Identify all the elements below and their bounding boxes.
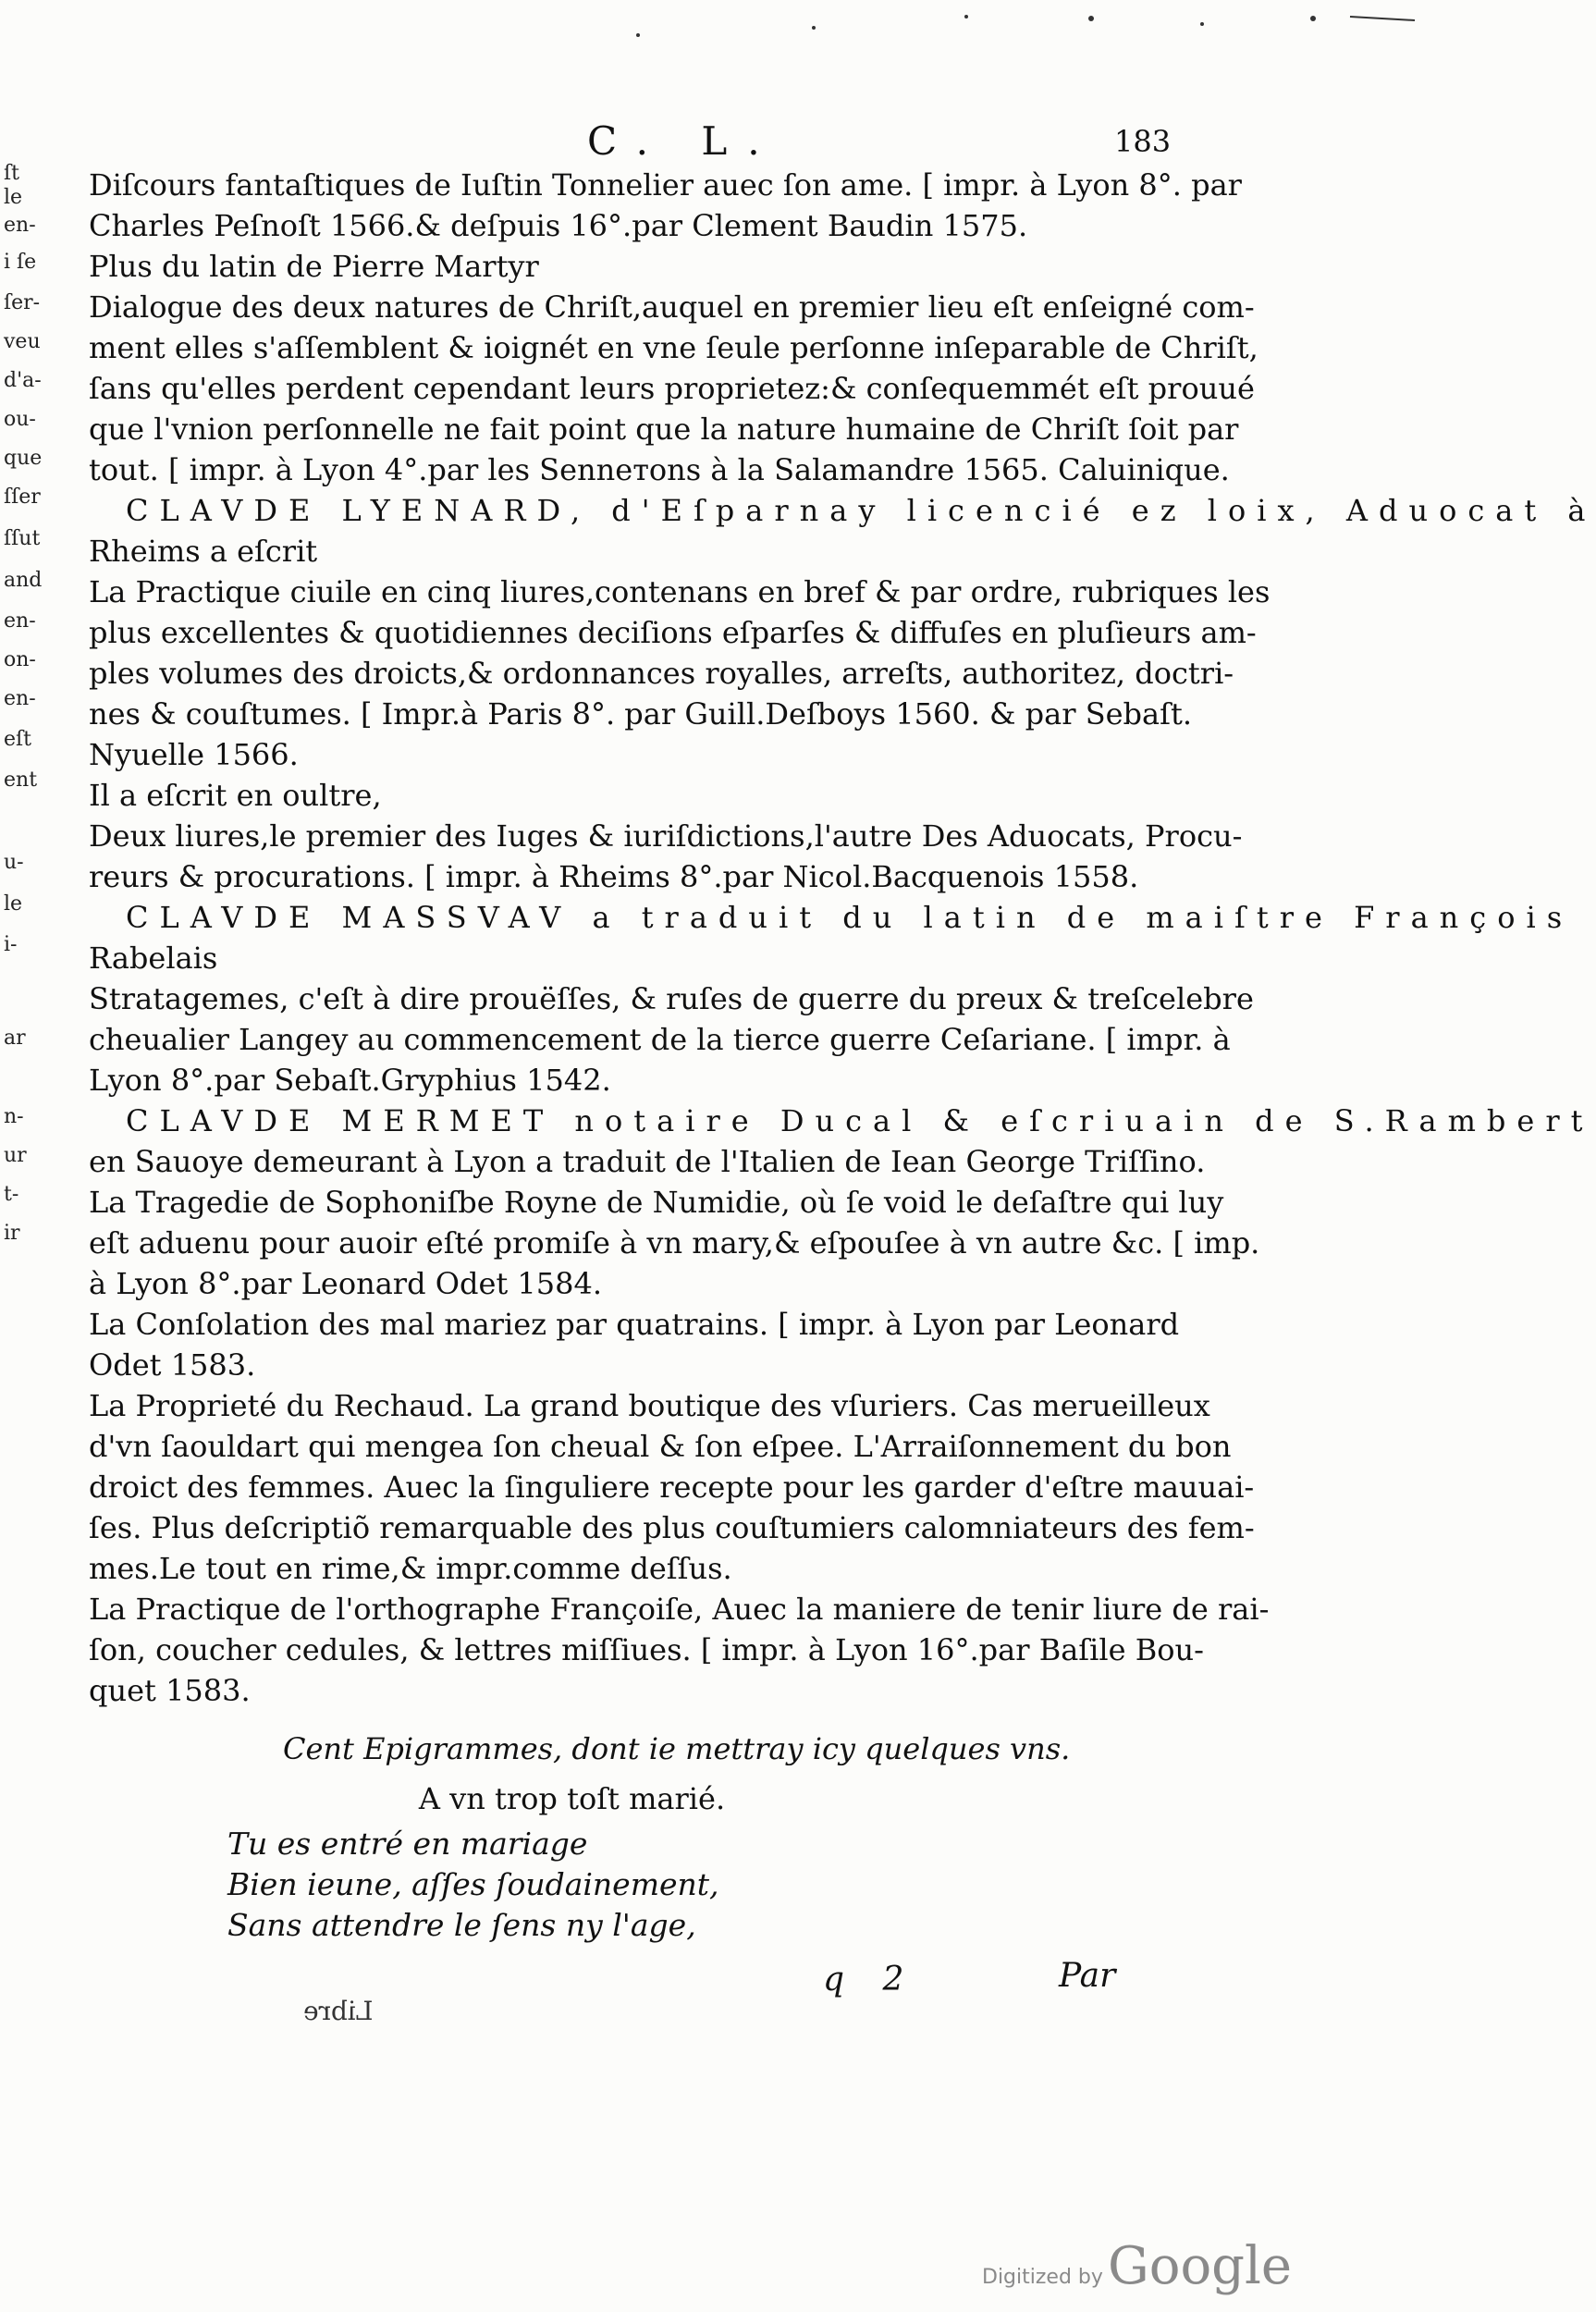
text-line: Deux liures,le premier des Iuges & iuriſdictions,l'autre Des Aduocats, Procu- <box>89 818 1243 854</box>
margin-fragment: ſt le <box>4 162 23 209</box>
margin-fragment: ur <box>4 1144 27 1167</box>
text-line: La Tragedie de Sophoniſbe Royne de Numidie, où ſe void le deſaſtre qui luy <box>89 1185 1224 1220</box>
author-heading: CLAVDE MERMET notaire Ducal & eſcriuain de S.Rambert <box>126 1103 1594 1138</box>
text-line: tout. [ impr. à Lyon 4°.par les Senneтons à la Salamandre 1565. Caluinique. <box>89 452 1230 487</box>
catchword: Par <box>1059 1957 1116 1995</box>
text-line: mes.Le tout en rime,& impr.comme deſſus. <box>89 1551 732 1586</box>
text-line: ſon, coucher cedules, & lettres miſſiues. [ impr. à Lyon 16°.par Baſile Bou- <box>89 1632 1204 1667</box>
text-line: La Practique ciuile en cinq liures,contenans en bref & par ordre, rubriques les <box>89 574 1271 609</box>
text-line: en Sauoye demeurant à Lyon a traduit de l'Italien de Iean George Triſſino. <box>89 1144 1206 1179</box>
text-line: quet 1583. <box>89 1673 251 1708</box>
text-line: plus excellentes & quotidiennes deciſions eſparſes & diffuſes en pluſieurs am- <box>89 615 1257 650</box>
page-number: 183 <box>1114 124 1172 159</box>
text-line: La Proprieté du Rechaud. La grand boutique des vſuriers. Cas merueilleux <box>89 1388 1210 1423</box>
margin-fragment: and <box>4 569 43 592</box>
margin-fragment: n- <box>4 1105 24 1128</box>
margin-fragment: ſſut <box>4 527 41 550</box>
text-line: que l'vnion perſonnelle ne fait point que la nature humaine de Chriſt ſoit par <box>89 412 1239 447</box>
text-line: à Lyon 8°.par Leonard Odet 1584. <box>89 1266 603 1301</box>
watermark-prefix: Digitized by <box>982 2266 1103 2289</box>
margin-fragment: i ſe <box>4 251 37 274</box>
margin-fragment: le <box>4 892 23 916</box>
running-header <box>0 111 1442 164</box>
margin-fragment: ent <box>4 769 38 792</box>
text-line: Il a eſcrit en oultre, <box>89 778 382 813</box>
top-edge-speckles <box>0 0 1442 74</box>
margin-fragment: en- <box>4 214 36 237</box>
running-title: C. L. <box>587 118 780 164</box>
margin-fragment: ou- <box>4 408 36 431</box>
text-line: La Conſolation des mal mariez par quatrains. [ impr. à Lyon par Leonard <box>89 1307 1180 1342</box>
text-line: nes & couſtumes. [ Impr.à Paris 8°. par Guill.Deſboys 1560. & par Sebaſt. <box>89 696 1192 732</box>
bleed-through-text: Libre <box>303 1996 374 2026</box>
text-line: Rheims a eſcrit <box>89 534 318 569</box>
epigram-title: Cent Epigrammes, dont ie mettray icy quelques vns. <box>283 1731 1071 1766</box>
text-line: ſes. Plus deſcriptiõ remarquable des plus couſtumiers calomniateurs des fem- <box>89 1510 1255 1545</box>
margin-fragment: u- <box>4 851 24 874</box>
margin-fragment: ſer- <box>4 291 41 314</box>
verse-line: Sans attendre le ſens ny l'age, <box>227 1907 696 1943</box>
text-line: Charles Peſnoſt 1566.& deſpuis 16°.par Clement Baudin 1575. <box>89 208 1028 243</box>
author-heading: CLAVDE MASSVAV a traduit du latin de maiſtre François <box>126 900 1574 935</box>
margin-fragment: ir <box>4 1222 20 1245</box>
text-line: Lyon 8°.par Sebaſt.Gryphius 1542. <box>89 1063 611 1098</box>
epigram-heading: A vn trop toſt marié. <box>418 1781 726 1816</box>
margin-fragment: i- <box>4 933 18 956</box>
margin-fragment: veu <box>4 330 41 353</box>
text-block <box>89 165 1596 1946</box>
google-logo: Google <box>1108 2236 1293 2296</box>
margin-fragment: d'a- <box>4 369 42 392</box>
margin-fragment: que <box>4 447 43 470</box>
text-line: ment elles s'aſſemblent & ioignét en vne ſeule perſonne inſeparable de Chriſt, <box>89 330 1258 365</box>
margin-fragment: ſſer <box>4 486 41 509</box>
text-line: Nyuelle 1566. <box>89 737 299 772</box>
verse-line: Bien ieune, aſſes ſoudainement, <box>227 1866 719 1902</box>
text-line: reurs & procurations. [ impr. à Rheims 8°.par Nicol.Bacquenois 1558. <box>89 859 1139 894</box>
digitized-watermark <box>982 2236 1292 2296</box>
text-line: ſans qu'elles perdent cependant leurs proprietez:& conſequemmét eſt prouué <box>89 371 1255 406</box>
text-line: Dialogue des deux natures de Chriſt,auquel en premier lieu eſt enſeigné com- <box>89 289 1255 325</box>
margin-fragment: t- <box>4 1183 19 1206</box>
text-line: Odet 1583. <box>89 1347 256 1383</box>
author-heading: CLAVDE LYENARD, d'Eſparnay licencié ez loix, Aduocat à <box>126 493 1596 528</box>
text-line: La Practique de l'orthographe Françoiſe, Auec la maniere de tenir liure de rai- <box>89 1592 1270 1627</box>
text-line: eſt aduenu pour auoir eſté promiſe à vn mary,& eſpouſee à vn autre &c. [ imp. <box>89 1225 1260 1261</box>
text-line: cheualier Langey au commencement de la tierce guerre Ceſariane. [ impr. à <box>89 1022 1231 1057</box>
margin-fragment: on- <box>4 648 36 671</box>
text-line: d'vn ſaouldart qui mengea ſon cheual & ſon eſpee. L'Arraiſonnement du bon <box>89 1429 1232 1464</box>
text-line: ples volumes des droicts,& ordonnances royalles, arreſts, authoritez, doctri- <box>89 656 1234 691</box>
text-line: Diſcours fantaſtiques de Iuſtin Tonnelier auec ſon ame. [ impr. à Lyon 8°. par <box>89 167 1242 203</box>
margin-fragment: en- <box>4 687 36 710</box>
text-line: droict des femmes. Auec la ſinguliere recepte pour les garder d'eſtre mauuai- <box>89 1470 1255 1505</box>
text-line: Stratagemes, c'eſt à dire prouëſſes, & ruſes de guerre du preux & treſcelebre <box>89 981 1254 1016</box>
margin-fragment: eſt <box>4 728 32 751</box>
margin-fragment: ar <box>4 1027 26 1050</box>
margin-fragment: en- <box>4 609 36 633</box>
text-line: Plus du latin de Pierre Martyr <box>89 249 539 284</box>
text-line: Rabelais <box>89 941 218 976</box>
verse-line: Tu es entré en mariage <box>227 1826 588 1862</box>
signature-mark: q 2 <box>823 1961 904 1998</box>
